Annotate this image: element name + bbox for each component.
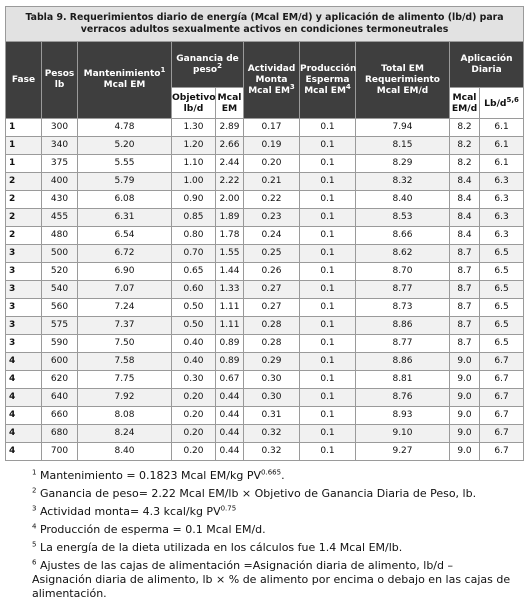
table-cell: 0.80	[172, 227, 216, 245]
table-cell: 3	[6, 335, 42, 353]
table-cell: 8.86	[356, 353, 450, 371]
table-cell: 1	[6, 137, 42, 155]
table-cell: 0.1	[300, 137, 356, 155]
table-cell: 8.70	[356, 263, 450, 281]
table-cell: 6.5	[480, 335, 524, 353]
footnote	[32, 487, 515, 501]
table-cell: 0.29	[244, 353, 300, 371]
table-cell: 1.10	[172, 155, 216, 173]
table-cell: 0.90	[172, 191, 216, 209]
table-cell: 7.07	[78, 281, 172, 299]
table-cell: 6.08	[78, 191, 172, 209]
table-row	[6, 281, 524, 299]
header-aplicacion: Aplicación Diaria	[450, 42, 524, 88]
table-cell: 0.24	[244, 227, 300, 245]
table-cell: 6.7	[480, 371, 524, 389]
table-cell: 3	[6, 263, 42, 281]
table-cell: 6.3	[480, 209, 524, 227]
footnote-number: 2	[32, 486, 37, 495]
table-cell: 8.40	[356, 191, 450, 209]
footnote-text: Ganancia de peso= 2.22 Mcal EM/lb × Objetivo de Ganancia Diaria de Peso, lb.	[39, 487, 477, 500]
table-cell: 0.20	[244, 155, 300, 173]
table-cell: 8.53	[356, 209, 450, 227]
table-cell: 600	[42, 353, 78, 371]
table-cell: 455	[42, 209, 78, 227]
table-row	[6, 407, 524, 425]
table-cell: 9.27	[356, 443, 450, 461]
header-pesos: Pesos lb	[42, 42, 78, 119]
subheader-lbd: $Lb/d^{5,6}$	[480, 88, 524, 119]
table-cell: 6.5	[480, 245, 524, 263]
table-cell: 6.31	[78, 209, 172, 227]
table-cell: 1.33	[216, 281, 244, 299]
table-cell: 0.22	[244, 191, 300, 209]
table-cell: 0.28	[244, 317, 300, 335]
table-cell: 0.23	[244, 209, 300, 227]
table-cell: 0.44	[216, 443, 244, 461]
table-cell: 8.76	[356, 389, 450, 407]
table-cell: 1.44	[216, 263, 244, 281]
table-cell: 575	[42, 317, 78, 335]
table-cell: 8.2	[450, 119, 480, 137]
table-cell: 8.77	[356, 281, 450, 299]
table-cell: 8.73	[356, 299, 450, 317]
table-cell: 0.21	[244, 173, 300, 191]
table-cell: 6.7	[480, 425, 524, 443]
table-cell: 0.25	[244, 245, 300, 263]
table-cell: 0.1	[300, 209, 356, 227]
table-row	[6, 425, 524, 443]
table-cell: 6.5	[480, 281, 524, 299]
table-row	[6, 119, 524, 137]
table-row	[6, 137, 524, 155]
table-cell: 8.4	[450, 227, 480, 245]
table-cell: 0.89	[216, 353, 244, 371]
table-cell: 8.62	[356, 245, 450, 263]
table-cell: 0.1	[300, 425, 356, 443]
table-cell: 3	[6, 245, 42, 263]
table-cell: 0.30	[172, 371, 216, 389]
table-cell: 3	[6, 317, 42, 335]
table-cell: 0.27	[244, 281, 300, 299]
table-cell: 0.1	[300, 371, 356, 389]
footnote-exponent: 0.75	[220, 504, 237, 513]
table-cell: 1.11	[216, 317, 244, 335]
table-cell: 0.60	[172, 281, 216, 299]
table-cell: 0.20	[172, 425, 216, 443]
table-cell: 1.00	[172, 173, 216, 191]
table-cell: 7.94	[356, 119, 450, 137]
footnote-text: Producción de esperma = 0.1 Mcal EM/d.	[39, 523, 266, 536]
table-cell: 0.1	[300, 353, 356, 371]
table-cell: 6.3	[480, 227, 524, 245]
footnote	[32, 523, 515, 537]
table-cell: 0.1	[300, 407, 356, 425]
table-cell: 3	[6, 299, 42, 317]
footnote	[32, 505, 515, 519]
table-cell: 6.72	[78, 245, 172, 263]
table-cell: 9.0	[450, 425, 480, 443]
table-cell: 0.1	[300, 119, 356, 137]
header-actividad: Actividad Monta Mcal $EM^3$	[244, 42, 300, 119]
table-cell: 0.17	[244, 119, 300, 137]
table-cell: 8.66	[356, 227, 450, 245]
footnote-text: Mantenimiento = 0.1823 Mcal EM/kg PV	[39, 469, 262, 482]
table-cell: 8.86	[356, 317, 450, 335]
table-cell: 8.24	[78, 425, 172, 443]
table-cell: 0.1	[300, 281, 356, 299]
footnote	[32, 541, 515, 555]
table-cell: 0.44	[216, 389, 244, 407]
table-cell: 2.44	[216, 155, 244, 173]
table-container	[5, 6, 523, 605]
table-cell: 680	[42, 425, 78, 443]
table-cell: 8.7	[450, 281, 480, 299]
table-cell: 500	[42, 245, 78, 263]
table-cell: 590	[42, 335, 78, 353]
table-cell: 8.29	[356, 155, 450, 173]
table-row	[6, 317, 524, 335]
table-cell: 8.7	[450, 317, 480, 335]
table-cell: 0.40	[172, 335, 216, 353]
table-cell: 8.2	[450, 137, 480, 155]
footnote-text: Actividad monta= 4.3 kcal/kg PV	[39, 505, 221, 518]
table-cell: 8.81	[356, 371, 450, 389]
table-cell: 0.32	[244, 443, 300, 461]
table-cell: 0.30	[244, 371, 300, 389]
table-cell: 8.4	[450, 173, 480, 191]
table-cell: 8.7	[450, 335, 480, 353]
header-produccion: Producción Esperma Mcal $EM^4$	[300, 42, 356, 119]
table-cell: 6.1	[480, 137, 524, 155]
table-row	[6, 245, 524, 263]
table-cell: 6.7	[480, 407, 524, 425]
table-cell: 4	[6, 389, 42, 407]
table-cell: 0.28	[244, 335, 300, 353]
table-cell: 0.1	[300, 155, 356, 173]
table-cell: 4.78	[78, 119, 172, 137]
table-cell: 6.7	[480, 389, 524, 407]
table-caption: Tabla 9. Requerimientos diario de energía (Mcal EM/d) y aplicación de alimento (lb/d) para verracos adultos sexualmente activos en condiciones termoneutrales	[6, 7, 524, 42]
table-cell: 0.1	[300, 191, 356, 209]
table-cell: 0.1	[300, 245, 356, 263]
table-cell: 6.5	[480, 317, 524, 335]
table-cell: 1.78	[216, 227, 244, 245]
table-cell: 4	[6, 371, 42, 389]
table-cell: 8.4	[450, 209, 480, 227]
table-cell: 7.75	[78, 371, 172, 389]
table-row	[6, 371, 524, 389]
table-cell: 4	[6, 425, 42, 443]
table-cell: 300	[42, 119, 78, 137]
header-mantenimiento: Mantenimiento$^1$ Mcal EM	[78, 42, 172, 119]
table-cell: 2.22	[216, 173, 244, 191]
table-cell: 1	[6, 155, 42, 173]
table-cell: 0.1	[300, 227, 356, 245]
footnote-tail: .	[281, 469, 285, 482]
table-row	[6, 335, 524, 353]
table-row	[6, 173, 524, 191]
footnote-number: 6	[32, 558, 37, 567]
table-cell: 0.1	[300, 299, 356, 317]
table-cell: 2	[6, 173, 42, 191]
footnotes	[5, 469, 523, 601]
table-cell: 6.5	[480, 299, 524, 317]
table-cell: 8.7	[450, 245, 480, 263]
table-cell: 0.89	[216, 335, 244, 353]
table-cell: 9.0	[450, 443, 480, 461]
table-row	[6, 209, 524, 227]
table-row	[6, 353, 524, 371]
table-cell: 7.37	[78, 317, 172, 335]
table-cell: 0.1	[300, 443, 356, 461]
table-row	[6, 389, 524, 407]
table-cell: 0.1	[300, 173, 356, 191]
header-fase: Fase	[6, 42, 42, 119]
footnote-number: 4	[32, 522, 37, 531]
table-cell: 0.30	[244, 389, 300, 407]
table-cell: 1.30	[172, 119, 216, 137]
table-cell: 0.65	[172, 263, 216, 281]
footnote-number: 1	[32, 468, 37, 477]
table-cell: 6.90	[78, 263, 172, 281]
table-cell: 2.66	[216, 137, 244, 155]
table-row	[6, 443, 524, 461]
table-cell: 0.50	[172, 317, 216, 335]
table-cell: 6.7	[480, 353, 524, 371]
table-cell: 0.31	[244, 407, 300, 425]
table-cell: 0.26	[244, 263, 300, 281]
table-cell: 480	[42, 227, 78, 245]
table-cell: 9.0	[450, 407, 480, 425]
table-cell: 8.40	[78, 443, 172, 461]
table-cell: 0.20	[172, 407, 216, 425]
footnote-number: 3	[32, 504, 37, 513]
table-cell: 0.1	[300, 317, 356, 335]
table-row	[6, 299, 524, 317]
table-body	[6, 119, 524, 461]
footnote-number: 5	[32, 540, 37, 549]
table-cell: 375	[42, 155, 78, 173]
table-cell: 8.08	[78, 407, 172, 425]
table-cell: 6.3	[480, 173, 524, 191]
table-cell: 430	[42, 191, 78, 209]
table-cell: 3	[6, 281, 42, 299]
table-cell: 5.79	[78, 173, 172, 191]
table-cell: 6.54	[78, 227, 172, 245]
energy-requirements-table	[5, 6, 524, 461]
table-cell: 9.0	[450, 353, 480, 371]
footnote	[32, 469, 515, 483]
table-cell: 8.7	[450, 263, 480, 281]
table-cell: 1.11	[216, 299, 244, 317]
table-cell: 2	[6, 191, 42, 209]
table-cell: 5.20	[78, 137, 172, 155]
table-cell: 0.27	[244, 299, 300, 317]
table-cell: 620	[42, 371, 78, 389]
table-cell: 0.1	[300, 263, 356, 281]
table-row	[6, 227, 524, 245]
table-cell: 0.85	[172, 209, 216, 227]
table-cell: 7.24	[78, 299, 172, 317]
table-cell: 660	[42, 407, 78, 425]
table-cell: 0.50	[172, 299, 216, 317]
table-cell: 540	[42, 281, 78, 299]
table-cell: 0.40	[172, 353, 216, 371]
table-cell: 1.20	[172, 137, 216, 155]
table-cell: 0.70	[172, 245, 216, 263]
table-cell: 4	[6, 407, 42, 425]
table-cell: 520	[42, 263, 78, 281]
table-cell: 6.7	[480, 443, 524, 461]
footnote-text: Ajustes de las cajas de alimentación =Asignación diaria de alimento, lb/d – Asignación diaria de alimento, lb × % de alimento por encima o debajo en las cajas de alimentación.	[32, 559, 511, 600]
table-cell: 1.55	[216, 245, 244, 263]
table-cell: 0.1	[300, 389, 356, 407]
subheader-objetivo: Objetivo lb/d	[172, 88, 216, 119]
header-total: Total EM Requerimiento Mcal EM/d	[356, 42, 450, 119]
table-cell: 0.19	[244, 137, 300, 155]
table-cell: 8.15	[356, 137, 450, 155]
table-row	[6, 191, 524, 209]
table-cell: 0.20	[172, 389, 216, 407]
table-cell: 400	[42, 173, 78, 191]
table-cell: 2.89	[216, 119, 244, 137]
table-cell: 2	[6, 227, 42, 245]
table-cell: 9.0	[450, 389, 480, 407]
table-cell: 0.67	[216, 371, 244, 389]
table-cell: 8.4	[450, 191, 480, 209]
table-cell: 6.5	[480, 263, 524, 281]
table-cell: 9.0	[450, 371, 480, 389]
footnote-text: La energía de la dieta utilizada en los cálculos fue 1.4 Mcal EM/lb.	[39, 541, 403, 554]
table-cell: 6.1	[480, 119, 524, 137]
footnote-exponent: 0.665	[261, 468, 282, 477]
table-cell: 1.89	[216, 209, 244, 227]
table-cell: 560	[42, 299, 78, 317]
table-cell: 2	[6, 209, 42, 227]
table-cell: 0.44	[216, 407, 244, 425]
table-cell: 340	[42, 137, 78, 155]
subheader-mcal-emd: Mcal EM/d	[450, 88, 480, 119]
table-row	[6, 155, 524, 173]
table-cell: 0.20	[172, 443, 216, 461]
subheader-mcal: Mcal EM	[216, 88, 244, 119]
table-cell: 7.58	[78, 353, 172, 371]
table-cell: 4	[6, 353, 42, 371]
table-cell: 6.3	[480, 191, 524, 209]
table-cell: 8.77	[356, 335, 450, 353]
table-cell: 640	[42, 389, 78, 407]
table-cell: 5.55	[78, 155, 172, 173]
table-cell: 2.00	[216, 191, 244, 209]
table-cell: 0.32	[244, 425, 300, 443]
table-cell: 0.44	[216, 425, 244, 443]
table-row	[6, 263, 524, 281]
table-cell: 0.1	[300, 335, 356, 353]
table-cell: 8.7	[450, 299, 480, 317]
table-cell: 7.50	[78, 335, 172, 353]
table-cell: 8.32	[356, 173, 450, 191]
header-ganancia: Ganancia de peso$^2$	[172, 42, 244, 88]
table-cell: 700	[42, 443, 78, 461]
table-cell: 1	[6, 119, 42, 137]
table-cell: 8.93	[356, 407, 450, 425]
table-cell: 4	[6, 443, 42, 461]
table-cell: 9.10	[356, 425, 450, 443]
table-cell: 7.92	[78, 389, 172, 407]
table-cell: 8.2	[450, 155, 480, 173]
table-cell: 6.1	[480, 155, 524, 173]
